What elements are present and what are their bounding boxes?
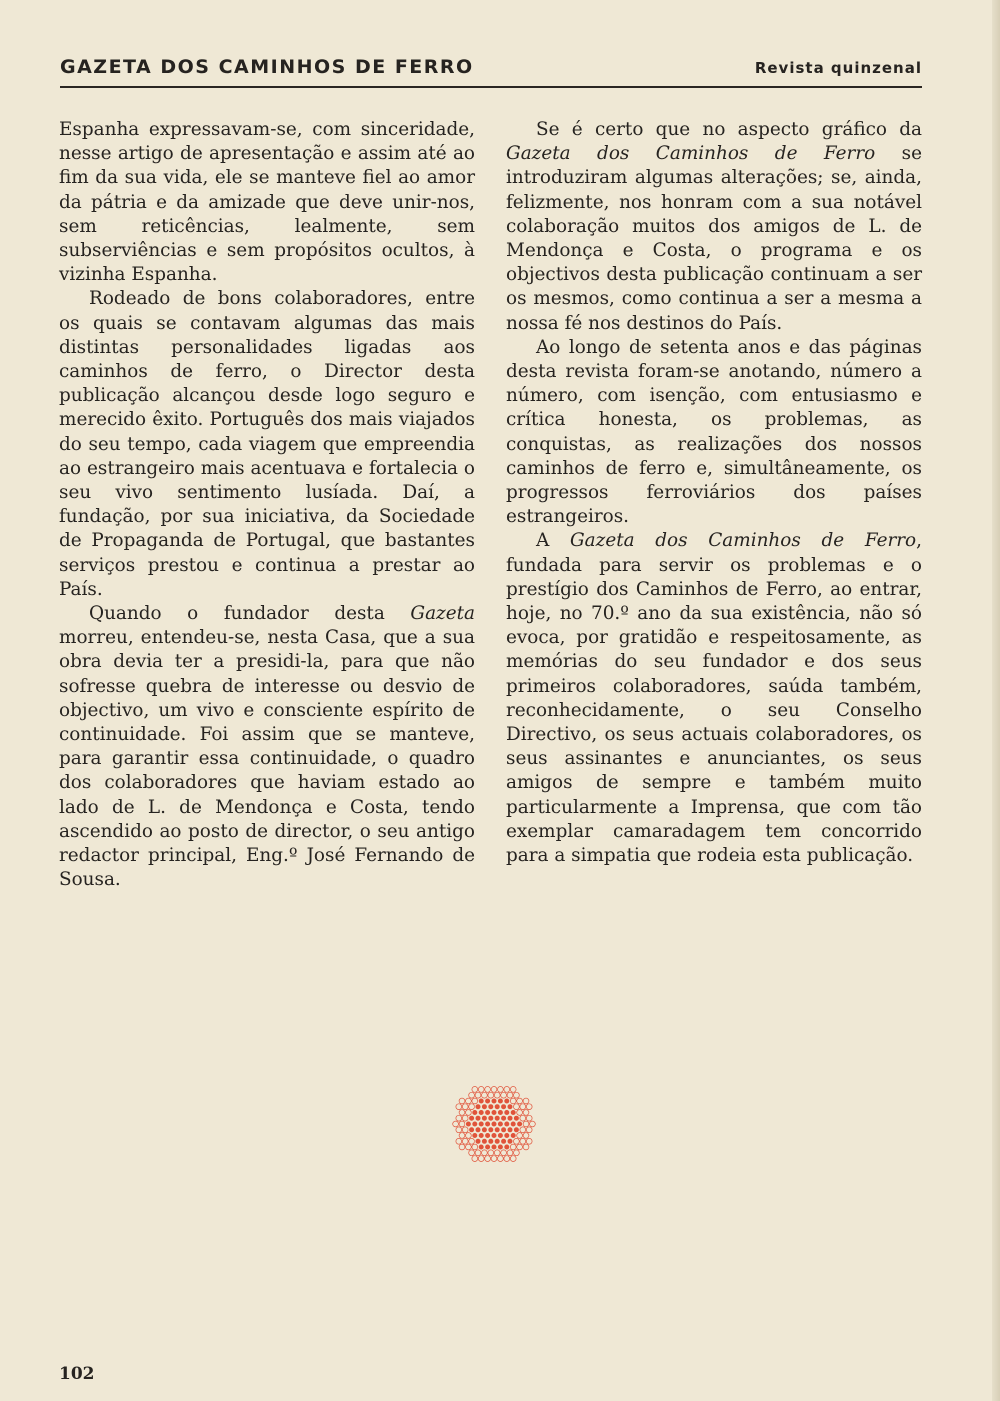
ornament-dot bbox=[462, 1127, 468, 1133]
ornament-dot bbox=[462, 1104, 468, 1110]
ornament-dot bbox=[494, 1092, 500, 1098]
italic-title: Gazeta bbox=[410, 603, 475, 625]
ornament-dot bbox=[510, 1156, 516, 1162]
ornament-dot bbox=[459, 1133, 465, 1139]
ornament-dot bbox=[514, 1138, 520, 1144]
ornament-dot bbox=[491, 1110, 497, 1116]
ornament-dot bbox=[459, 1098, 465, 1104]
ornament-dot bbox=[485, 1156, 491, 1162]
ornament-dot bbox=[472, 1133, 478, 1139]
ornament-dot bbox=[504, 1087, 510, 1093]
ornament-dot bbox=[494, 1150, 500, 1156]
text-span: Se é certo que no aspecto gráfico da bbox=[536, 119, 922, 140]
italic-title: Gazeta dos Caminhos de Ferro bbox=[506, 143, 876, 165]
paragraph: Ao longo de setenta anos e das páginas desta revista foram-se anotando, número a número, com isenção, com entusiasmo e crítica honesta, os problemas, as conquistas, as realizações dos nossos caminhos de ferro e, simultâneamente, os progressos ferroviários dos países estrangeiros. bbox=[506, 336, 922, 528]
journal-subtitle: Revista quinzenal bbox=[754, 59, 922, 77]
ornament-dot bbox=[510, 1121, 516, 1127]
ornament-dot bbox=[472, 1144, 478, 1150]
ornament-dot bbox=[488, 1115, 494, 1121]
ornament-dot bbox=[482, 1104, 488, 1110]
ornament-dot bbox=[491, 1098, 497, 1104]
ornament-dot bbox=[517, 1121, 523, 1127]
ornament-dot bbox=[459, 1110, 465, 1116]
ornament-dot bbox=[475, 1092, 481, 1098]
ornament-dot bbox=[507, 1138, 513, 1144]
ornament-dot bbox=[514, 1115, 520, 1121]
text-span: A bbox=[536, 530, 570, 552]
ornament-dot bbox=[514, 1127, 520, 1133]
page-edge bbox=[992, 0, 1000, 1401]
ornament-dot bbox=[469, 1104, 475, 1110]
ornament-dot bbox=[494, 1115, 500, 1121]
ornament-dot bbox=[530, 1121, 536, 1127]
text-span: Quando o fundador desta bbox=[89, 603, 411, 625]
ornament-dot bbox=[501, 1092, 507, 1098]
ornament-dot bbox=[526, 1115, 532, 1121]
ornament-dot bbox=[469, 1092, 475, 1098]
italic-title: Gazeta dos Caminhos de Ferro bbox=[569, 530, 917, 552]
paragraph bbox=[506, 529, 922, 868]
right-column bbox=[506, 118, 922, 868]
ornament-dot bbox=[459, 1121, 465, 1127]
ornament-dot bbox=[510, 1098, 516, 1104]
ornament-dot bbox=[498, 1133, 504, 1139]
ornament-dot bbox=[491, 1133, 497, 1139]
ornament-dot bbox=[498, 1087, 504, 1093]
ornament-dot bbox=[517, 1098, 523, 1104]
ornament-dot bbox=[475, 1150, 481, 1156]
ornament-dot bbox=[501, 1127, 507, 1133]
ornament-dot bbox=[520, 1127, 526, 1133]
ornament-dot bbox=[475, 1115, 481, 1121]
ornament-dot bbox=[478, 1098, 484, 1104]
ornament-dot bbox=[478, 1121, 484, 1127]
ornament-dot bbox=[523, 1098, 529, 1104]
text-span: se introduziram algumas alterações; se, ainda, felizmente, nos honram com a sua notável colaboração muitos dos amigos de L. de Mendonça e Costa, o programa e os objectivos desta publicação continuam a ser os mesmos, como continua a ser a mesma a nossa fé nos destinos do País. bbox=[506, 143, 922, 334]
ornament-dot bbox=[453, 1121, 459, 1127]
ornament-dot bbox=[526, 1127, 532, 1133]
ornament-dot bbox=[466, 1098, 472, 1104]
ornament-dot bbox=[526, 1104, 532, 1110]
ornament-dot bbox=[491, 1144, 497, 1150]
ornament-dot bbox=[472, 1121, 478, 1127]
ornament-dot bbox=[482, 1150, 488, 1156]
ornament-dot bbox=[469, 1138, 475, 1144]
ornament-dot bbox=[510, 1110, 516, 1116]
ornament-dot bbox=[472, 1110, 478, 1116]
ornament-dot bbox=[491, 1156, 497, 1162]
ornament-dot bbox=[498, 1121, 504, 1127]
ornament-dot bbox=[491, 1121, 497, 1127]
ornament-dot bbox=[469, 1115, 475, 1121]
ornament-dot bbox=[510, 1133, 516, 1139]
text-span: , fundada para servir os problemas e o prestígio dos Caminhos de Ferro, ao entrar, hoje, no 70.º ano da sua existência, não só evoca, por gratidão e respeitosamente, as memórias do seu fundador e dos seus primeiros colaboradores, saúda também, reconhecidamente, o seu Conselho Directivo, os seus actuais colaboradores, os seus assinantes e anunciantes, os seus amigos de sempre e também muito particularmente a Imprensa, que com tão exemplar camaradagem tem concorrido para a simpatia que rodeia esta publicação. bbox=[506, 530, 922, 867]
ornament-dot bbox=[504, 1156, 510, 1162]
ornament-dot bbox=[514, 1104, 520, 1110]
ornament-dot bbox=[485, 1098, 491, 1104]
ornament-dot bbox=[507, 1104, 513, 1110]
ornament-dot bbox=[475, 1127, 481, 1133]
ornament-dot bbox=[491, 1087, 497, 1093]
ornament-dot bbox=[494, 1104, 500, 1110]
ornament-dot bbox=[482, 1127, 488, 1133]
ornament-dot bbox=[507, 1150, 513, 1156]
ornament-dot bbox=[475, 1104, 481, 1110]
ornament-dot bbox=[466, 1110, 472, 1116]
paragraph bbox=[59, 602, 475, 892]
paragraph: Espanha expressavam-se, com sinceridade, nesse artigo de apresentação e assim até ao fim da sua vida, ele se manteve fiel ao amor da pátria e da amizade que deve unir-nos, sem reticências, lealmente, sem subserviências e sem propósitos ocultos, à vizinha Espanha. bbox=[59, 119, 475, 286]
ornament-dot bbox=[501, 1138, 507, 1144]
text-span: morreu, entendeu-se, nesta Casa, que a sua obra devia ter a presidi-la, para que não sofresse quebra de interesse ou desvio de objectivo, um vivo e consciente espírito de continuidade. Foi assim que se manteve, para garantir essa continuidade, o quadro dos colaboradores que haviam estado ao lado de L. de Mendonça e Costa, tendo ascendido ao posto de director, o seu antigo redactor principal, Eng.º José Fernando de Sousa. bbox=[59, 627, 475, 891]
ornament-dot bbox=[488, 1127, 494, 1133]
ornament-dot bbox=[517, 1110, 523, 1116]
ornament-dot bbox=[475, 1138, 481, 1144]
page-header bbox=[60, 52, 922, 88]
ornament-dot bbox=[456, 1115, 462, 1121]
ornament-dot bbox=[456, 1138, 462, 1144]
ornament-dot bbox=[504, 1133, 510, 1139]
ornament-dot bbox=[501, 1104, 507, 1110]
ornament-dot bbox=[510, 1087, 516, 1093]
ornament-dot bbox=[520, 1115, 526, 1121]
ornament-dot bbox=[482, 1092, 488, 1098]
circle-flower-ornament-icon bbox=[452, 1082, 536, 1166]
ornament-dot bbox=[485, 1133, 491, 1139]
ornament-dot bbox=[466, 1144, 472, 1150]
ornament-dot bbox=[478, 1087, 484, 1093]
ornament-dot bbox=[485, 1121, 491, 1127]
ornament-dot bbox=[510, 1144, 516, 1150]
ornament-dot bbox=[488, 1150, 494, 1156]
ornament-dot bbox=[526, 1138, 532, 1144]
ornament-dot bbox=[498, 1144, 504, 1150]
ornament-dot bbox=[507, 1127, 513, 1133]
ornament-dot bbox=[488, 1092, 494, 1098]
ornament-dot bbox=[517, 1144, 523, 1150]
journal-title: GAZETA DOS CAMINHOS DE FERRO bbox=[60, 56, 474, 78]
ornament-dot bbox=[523, 1121, 529, 1127]
ornament-dot bbox=[478, 1133, 484, 1139]
ornament-dot bbox=[485, 1144, 491, 1150]
ornament-dot bbox=[472, 1156, 478, 1162]
ornament-dot bbox=[478, 1110, 484, 1116]
ornament-dot bbox=[459, 1144, 465, 1150]
ornament-dot bbox=[498, 1110, 504, 1116]
ornament-dot bbox=[469, 1150, 475, 1156]
paragraph: Rodeado de bons colaboradores, entre os quais se contavam algumas das mais distintas personalidades ligadas aos caminhos de ferro, o Director desta publicação alcançou desde logo seguro e merecido êxito. Português dos mais viajados do seu tempo, cada viagem que empreendia ao estrangeiro mais acentuava e fortalecia o seu vivo sentimento lusíada. Daí, a fundação, por sua iniciativa, da Sociedade de Propaganda de Portugal, que bastantes serviços prestou e continua a prestar ao País. bbox=[59, 288, 475, 600]
ornament-dot bbox=[501, 1115, 507, 1121]
ornament-dot bbox=[517, 1133, 523, 1139]
ornament-dot bbox=[469, 1127, 475, 1133]
ornament-dot bbox=[507, 1092, 513, 1098]
ornament-dot bbox=[456, 1127, 462, 1133]
ornament-dot bbox=[478, 1144, 484, 1150]
left-column bbox=[59, 118, 475, 893]
ornament-dot bbox=[504, 1144, 510, 1150]
page-number: 102 bbox=[59, 1364, 95, 1384]
ornament-dot bbox=[507, 1115, 513, 1121]
ornament-dot bbox=[514, 1092, 520, 1098]
ornament-dot bbox=[523, 1110, 529, 1116]
ornament-dot bbox=[478, 1156, 484, 1162]
ornament-dot bbox=[498, 1098, 504, 1104]
ornament-dot bbox=[523, 1133, 529, 1139]
ornament-dot bbox=[520, 1104, 526, 1110]
ornament-dot bbox=[466, 1133, 472, 1139]
ornament-dot bbox=[501, 1150, 507, 1156]
ornament-dot bbox=[485, 1087, 491, 1093]
ornament-dot bbox=[482, 1138, 488, 1144]
ornament-dot bbox=[523, 1144, 529, 1150]
ornament-dot bbox=[498, 1156, 504, 1162]
ornament-dot bbox=[462, 1115, 468, 1121]
ornament-dot bbox=[466, 1121, 472, 1127]
ornament-dot bbox=[488, 1104, 494, 1110]
ornament-dot bbox=[472, 1087, 478, 1093]
ornament-dot bbox=[504, 1098, 510, 1104]
ornament-dot bbox=[462, 1138, 468, 1144]
ornament-dot bbox=[520, 1138, 526, 1144]
ornament-dot bbox=[504, 1110, 510, 1116]
ornament-dot bbox=[472, 1098, 478, 1104]
ornament-dot bbox=[514, 1150, 520, 1156]
ornament-dot bbox=[456, 1104, 462, 1110]
ornament-dot bbox=[494, 1138, 500, 1144]
ornament-dot bbox=[482, 1115, 488, 1121]
ornament-dot bbox=[504, 1121, 510, 1127]
ornament-dot bbox=[488, 1138, 494, 1144]
paragraph bbox=[506, 118, 922, 336]
ornament-dot bbox=[494, 1127, 500, 1133]
ornament-dot bbox=[485, 1110, 491, 1116]
